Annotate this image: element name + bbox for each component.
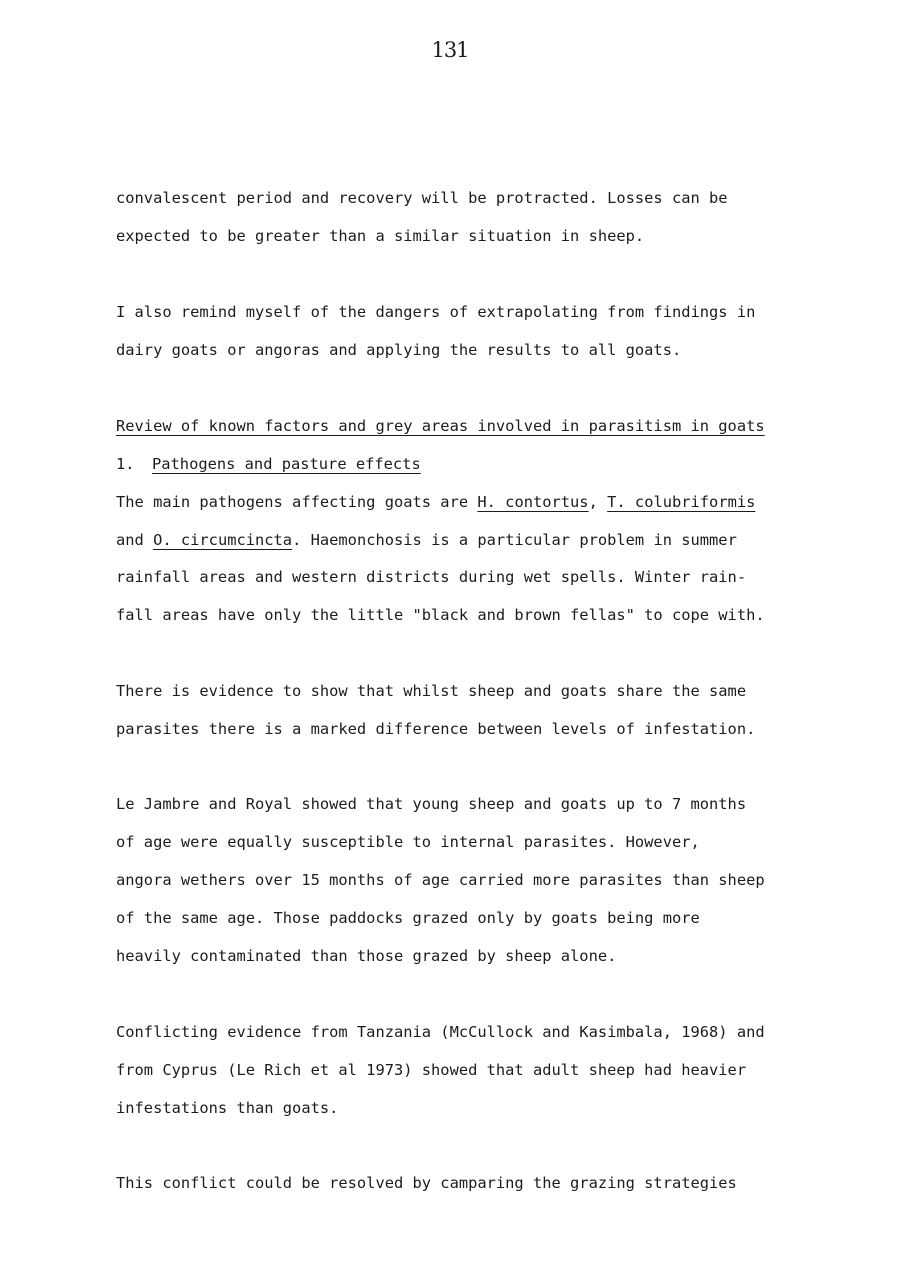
text-line: dairy goats or angoras and applying the results to all goats. — [116, 341, 682, 359]
text-line: infestations than goats. — [116, 1099, 339, 1117]
section-heading: Review of known factors and grey areas involved in parasitism in goats — [116, 417, 765, 435]
text-line: rainfall areas and western districts during wet spells. Winter rain- — [116, 568, 747, 586]
text-line: Le Jambre and Royal showed that young sheep and goats up to 7 months — [116, 795, 747, 813]
text-line: Conflicting evidence from Tanzania (McCullock and Kasimbala, 1968) and — [116, 1023, 765, 1041]
text-line: fall areas have only the little "black and brown fellas" to cope with. — [116, 606, 765, 624]
text-line: expected to be greater than a similar situation in sheep. — [116, 227, 645, 245]
text-line: convalescent period and recovery will be protracted. Losses can be — [116, 189, 728, 207]
text-line: of the same age. Those paddocks grazed only by goats being more — [116, 909, 700, 927]
text-line: heavily contaminated than those grazed by sheep alone. — [116, 947, 617, 965]
text-line — [116, 530, 737, 550]
text-span: . Haemonchosis is a particular problem in summer — [292, 531, 737, 549]
text-span: and — [116, 531, 154, 549]
subheading-text: Pathogens and pasture effects — [152, 455, 421, 473]
species-name: O. circumcincta — [153, 531, 293, 549]
subheading-number: 1. — [116, 455, 135, 473]
text-line: angora wethers over 15 months of age carried more parasites than sheep — [116, 871, 765, 889]
text-line: of age were equally susceptible to internal parasites. However, — [116, 833, 700, 851]
text-line: parasites there is a marked difference between levels of infestation. — [116, 720, 756, 738]
text-line — [116, 492, 755, 512]
text-line: This conflict could be resolved by camparing the grazing strategies — [116, 1174, 737, 1192]
text-line: There is evidence to show that whilst sheep and goats share the same — [116, 682, 747, 700]
species-name: T. colubriformis — [607, 493, 756, 511]
species-name: H. contortus — [477, 493, 589, 511]
text-line: I also remind myself of the dangers of extrapolating from findings in — [116, 303, 756, 321]
text-span: , — [588, 493, 608, 511]
subheading — [116, 454, 421, 474]
page-number: 131 — [431, 38, 469, 62]
text-span: The main pathogens affecting goats are — [116, 493, 478, 511]
text-line: from Cyprus (Le Rich et al 1973) showed that adult sheep had heavier — [116, 1061, 747, 1079]
